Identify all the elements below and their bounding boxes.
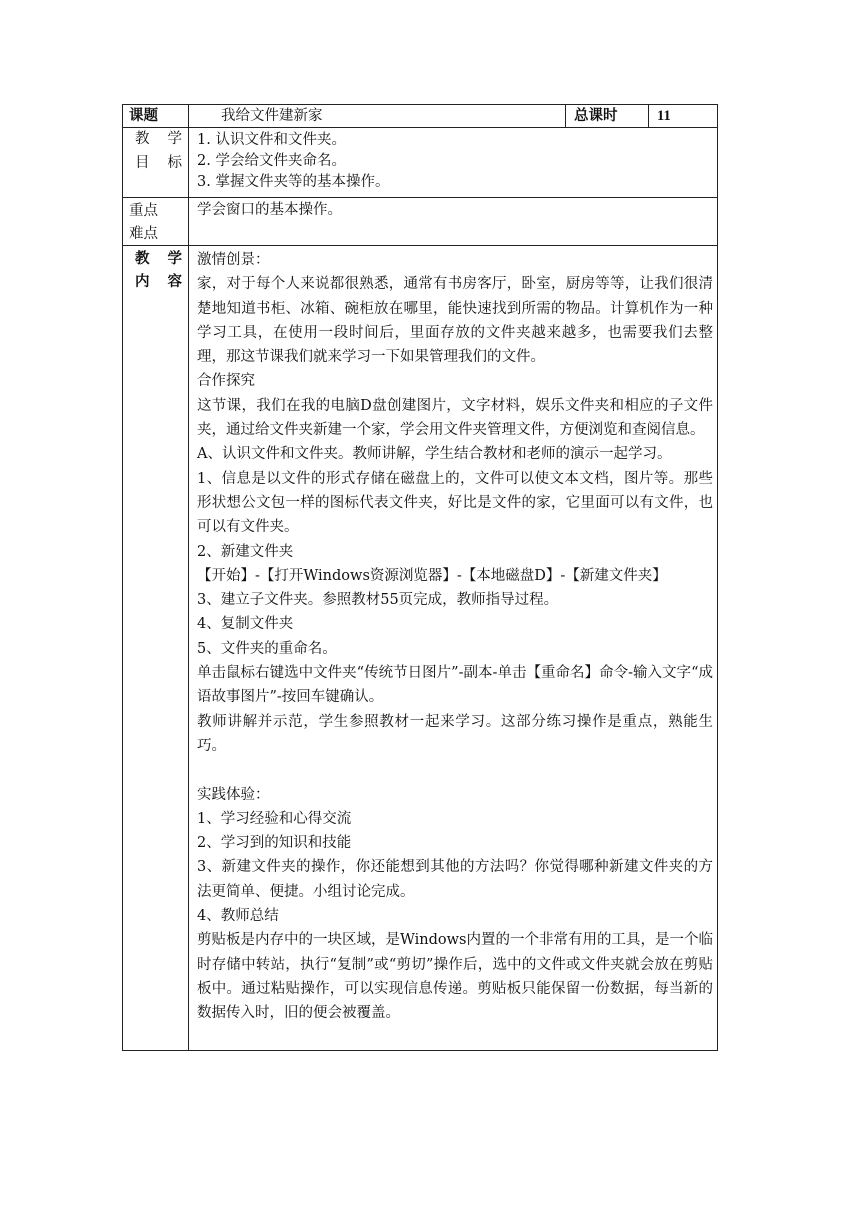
content-paragraph: 2、学习到的知识和技能 (197, 835, 352, 852)
content-label-char: 学 (167, 250, 182, 267)
goals-list (189, 128, 717, 195)
goals-label-cell (123, 128, 189, 198)
content-label-char: 教 (135, 250, 150, 267)
content-paragraph: 5、文件夹的重命名。 (197, 640, 337, 657)
lesson-plan-sheet (122, 104, 717, 1051)
hours-label-cell (566, 105, 649, 128)
content-paragraph: 单击鼠标右键选中文件夹“传统节日图片”-副本-单击【重命名】命令-输入文字“成语故事图片”-按回车键确认。 (197, 665, 713, 706)
hours-label: 总课时 (574, 107, 618, 124)
goals-label-char: 教 (135, 131, 150, 147)
content-body-cell (189, 246, 718, 1051)
key-points-label-cell (123, 198, 189, 246)
content-paragraph: 3、建立子文件夹。参照教材55页完成，教师指导过程。 (197, 592, 559, 609)
content-paragraph: 实践体验： (197, 786, 270, 803)
content-paragraph: 【开始】-【打开Windows资源浏览器】-【本地磁盘D】-【新建文件夹】 (197, 567, 667, 584)
content-paragraph: 1、学习经验和心得交流 (197, 810, 352, 827)
content-paragraph: A、认识文件和文件夹。教师讲解，学生结合教材和老师的演示一起学习。 (197, 446, 672, 463)
key-points-row (123, 198, 718, 246)
content-blank-line (197, 758, 713, 782)
content-paragraph: 剪贴板是内存中的一块区域，是Windows内置的一个非常有用的工具，是一个临时存储中转站，执行“复制”或“剪切”操作后，选中的文件或文件夹就会放在剪贴板中。通过粘贴操作，可以实现信息传递。剪贴板只能保留一份数据，每当新的数据传入时，旧的便会被覆盖。 (197, 932, 713, 1022)
content-paragraph: 4、教师总结 (197, 908, 279, 925)
content-body (189, 246, 717, 1050)
content-paragraph: 家，对于每个人来说都很熟悉，通常有书房客厅，卧室，厨房等等，让我们很清楚地知道书柜、冰箱、碗柜放在哪里，能快速找到所需的物品。计算机作为一种学习工具，在使用一段时间后，里面存放的文件夹越来越多，也需要我们去整理，那这节课我们就来学习一下如果管理我们的文件。 (197, 276, 713, 366)
lesson-title: 我给文件建新家 (221, 108, 323, 124)
content-paragraph: 4、复制文件夹 (197, 616, 294, 633)
hours-value: 11 (657, 108, 671, 124)
title-label: 课题 (129, 107, 158, 124)
content-label-char: 内 (135, 273, 150, 290)
title-value-cell (189, 105, 566, 128)
goals-label-line1 (123, 128, 188, 149)
goals-content-cell (189, 128, 718, 198)
key-points-text: 学会窗口的基本操作。 (197, 202, 342, 218)
content-paragraph: 这节课，我们在我的电脑D盘创建图片，文字材料，娱乐文件夹和相应的子文件夹，通过给文件夹新建一个家，学会用文件夹管理文件，方便浏览和查阅信息。 (197, 397, 713, 439)
goals-label-char: 标 (167, 155, 182, 171)
goal-item: 3. 掌握文件夹等的基本操作。 (197, 174, 390, 190)
goals-label-line2 (123, 149, 188, 173)
title-label-cell (123, 105, 189, 128)
content-paragraph: 3、新建文件夹的操作，你还能想到其他的方法吗？你觉得哪种新建文件夹的方法更简单、便捷。小组讨论完成。 (197, 859, 713, 900)
content-label-char: 容 (167, 273, 182, 290)
header-row (123, 105, 718, 128)
goals-label-char: 学 (167, 131, 182, 147)
content-paragraph: 合作探究 (197, 373, 255, 390)
content-label-cell (123, 246, 189, 1051)
content-label-line2 (123, 269, 188, 292)
hours-value-cell (649, 105, 718, 128)
goal-item: 1. 认识文件和文件夹。 (197, 132, 346, 148)
lesson-plan-table (122, 104, 718, 1051)
goal-item: 2. 学会给文件夹命名。 (197, 153, 346, 169)
goals-label-char: 目 (135, 155, 150, 171)
content-row (123, 246, 718, 1051)
content-label-line1 (123, 246, 188, 269)
content-paragraph: 2、新建文件夹 (197, 543, 294, 560)
key-points-content-cell (189, 198, 718, 246)
key-points-label-line1: 重点 (129, 203, 158, 219)
content-paragraph: 激情创景： (197, 252, 270, 268)
key-points-label-line2: 难点 (129, 226, 158, 242)
content-paragraph: 教师讲解并示范，学生参照教材一起来学习。这部分练习操作是重点，熟能生巧。 (197, 713, 713, 754)
goals-row (123, 128, 718, 198)
content-paragraph: 1、信息是以文件的形式存储在磁盘上的，文件可以使文本文档，图片等。那些形状想公文包一样的图标代表文件夹，好比是文件的家，它里面可以有文件，也可以有文件夹。 (197, 470, 713, 536)
